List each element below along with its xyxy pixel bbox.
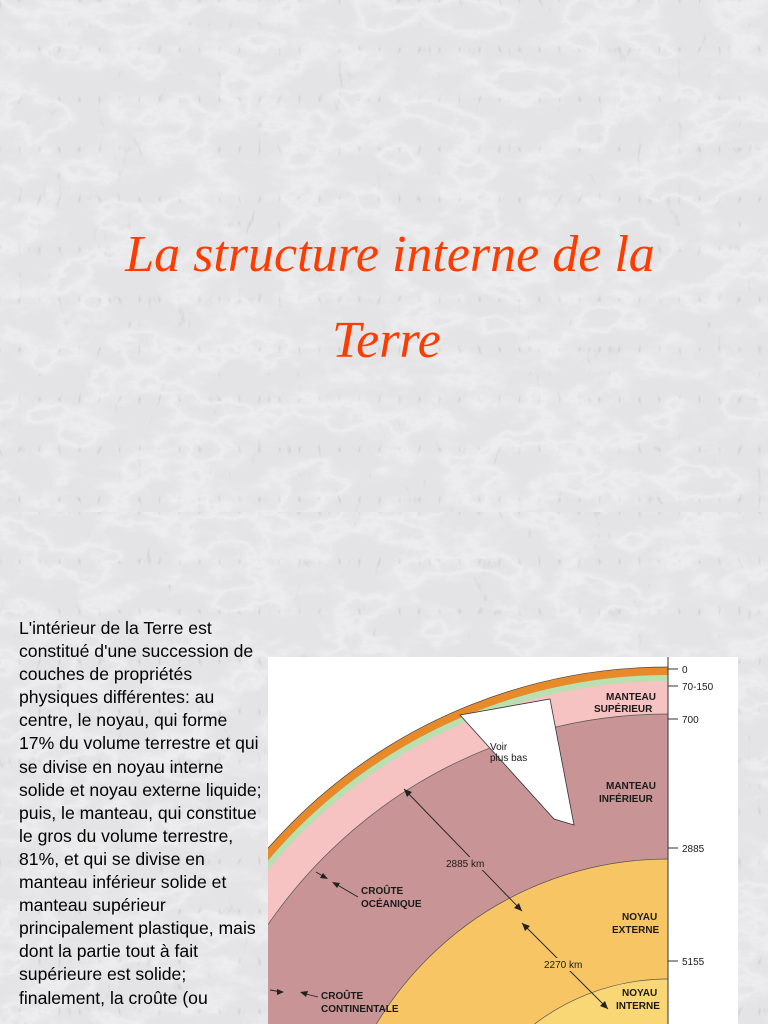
label-noyau-externe: EXTERNE <box>612 925 660 936</box>
title-line-2: Terre <box>332 312 441 369</box>
label-voir-plus-bas: Voir <box>490 742 508 753</box>
label-noyau-interne: INTERNE <box>616 1001 660 1012</box>
label-croute-continentale: CROÛTE <box>321 991 364 1002</box>
earth-structure-diagram <box>268 657 738 1024</box>
label-noyau-externe: NOYAU <box>622 912 658 923</box>
label-voir-plus-bas: plus bas <box>490 753 528 764</box>
description-paragraph: L'intérieur de la Terre est constitué d'une succession de couches de propriétés physiques différentes: au centre, le noyau, qui forme 17% du volume terrestre et qui se divise en noyau interne solide et noyau externe liquide; puis, le manteau, qui constitue le gros du volume terrestre, 81%, et qui se divise en manteau inférieur solide et manteau supérieur principalement plastique, mais dont la partie tout à fait supérieure est solide; finalement, la croûte (ou <box>19 618 262 1008</box>
label-croute-oceanique: CROÛTE <box>361 886 404 897</box>
tick-label: 0 <box>682 665 688 676</box>
label-croute-oceanique: OCÉANIQUE <box>361 899 422 910</box>
outer-core-thickness-label: 2270 km <box>544 960 583 971</box>
label-manteau-inferieur: MANTEAU <box>606 781 656 792</box>
label-manteau-inferieur: INFÉRIEUR <box>599 794 653 805</box>
content-slide <box>0 512 768 1024</box>
title-line-1: La structure interne de la <box>125 226 655 283</box>
tick-label: 5155 <box>682 957 705 968</box>
slide-title <box>40 212 740 384</box>
tick-label: 70-150 <box>682 682 714 693</box>
label-manteau-superieur: MANTEAU <box>606 692 656 703</box>
mantle-thickness-label: 2885 km <box>446 859 485 870</box>
label-croute-continentale: CONTINENTALE <box>321 1004 399 1015</box>
label-manteau-superieur: SUPÉRIEUR <box>594 704 653 715</box>
right-margin-mask <box>668 657 738 1024</box>
label-noyau-interne: NOYAU <box>622 988 658 999</box>
tick-label: 2885 <box>682 844 705 855</box>
tick-label: 700 <box>682 715 699 726</box>
